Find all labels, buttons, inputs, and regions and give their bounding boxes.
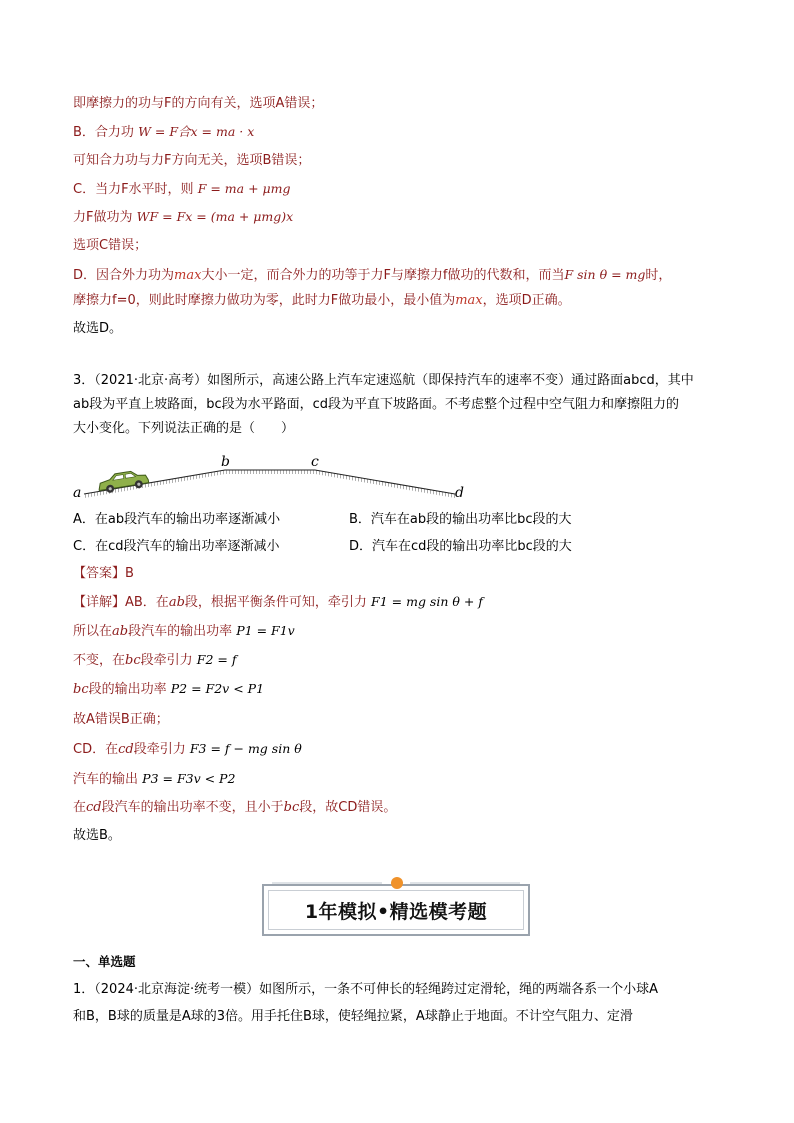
formula: F = ma + μmg: [197, 181, 291, 196]
option-b[interactable]: B．汽车在ab段的输出功率比bc段的大: [349, 512, 572, 527]
solution-text: 大小一定，而合外力的功等于力F与摩擦力f做功的代数和，而当: [201, 268, 565, 283]
detail-text: 段汽车的输出功率: [128, 624, 233, 639]
road-diagram: [70, 452, 470, 504]
detail-text: 汽车的输出: [73, 772, 139, 787]
detail-line-2: [73, 622, 295, 641]
solution-line-d2: [73, 292, 571, 310]
detail-var: bc: [283, 800, 300, 815]
solution-var: max: [174, 268, 202, 283]
label-c: c: [311, 454, 319, 470]
detail-text: 段，故CD错误。: [299, 800, 397, 815]
detail-line-8: [73, 799, 396, 817]
formula: F3 = f − mg sin θ: [189, 741, 302, 756]
formula: W = F合x = ma · x: [138, 124, 255, 139]
detail-line-5: 故A错误B正确；: [73, 712, 169, 727]
detail-var: ab: [112, 624, 129, 639]
detail-text: 所以在: [73, 624, 113, 639]
label-d: d: [455, 485, 464, 501]
detail-text: 段汽车的输出功率不变，且小于: [101, 800, 284, 815]
solution-line-b2: 可知合力功与力F方向无关，选项B错误；: [73, 153, 311, 168]
detail-text: 段牵引力: [133, 742, 186, 757]
banner-dot-icon: [391, 877, 403, 889]
question-3-stem: [73, 369, 723, 441]
question-line: 3．（2021·北京·高考）如图所示，高速公路上汽车定速巡航（即保持汽车的速率不变）通过路面abcd，其中: [73, 373, 694, 388]
option-a[interactable]: A．在ab段汽车的输出功率逐渐减小: [73, 512, 281, 527]
solution-text: B．合力功: [73, 125, 134, 140]
option-c[interactable]: C．在cd段汽车的输出功率逐渐减小: [73, 539, 280, 554]
formula: P3 = F3v < P2: [142, 771, 236, 786]
solution-text: 摩擦力f=0，则此时摩擦力做功为零，此时力F做功最小，最小值为: [73, 293, 456, 308]
detail-text: 段牵引力: [140, 653, 193, 668]
detail-text: CD．在: [73, 742, 119, 757]
detail-line-1: [73, 593, 483, 612]
section-banner: [262, 884, 530, 936]
detail-text: 不变，在: [73, 653, 126, 668]
detail-line-3: [73, 651, 236, 670]
solution-text: D．因合外力功为: [73, 268, 175, 283]
solution-var: max: [455, 293, 483, 308]
solution-text: ，选项D正确。: [482, 293, 571, 308]
detail-text: 在: [73, 800, 87, 815]
solution-line-c3: 选项C错误；: [73, 238, 148, 253]
solution-line-b: [73, 123, 254, 142]
formula: F sin θ = mg: [564, 267, 646, 282]
solution-line-a: 即摩擦力的功与F的方向有关，选项A错误；: [73, 96, 324, 111]
solution-text: C．当力F水平时，则: [73, 182, 194, 197]
solution-text: 时，: [645, 268, 672, 283]
detail-line-6: [73, 740, 302, 759]
detail-var: ab: [168, 595, 185, 610]
solution-line-c: [73, 180, 291, 199]
question-line: 大小变化。下列说法正确的是（ ）: [73, 421, 295, 436]
formula: P2 = F2v < P1: [170, 681, 265, 696]
detail-var: bc: [73, 682, 89, 697]
detail-var: cd: [118, 742, 134, 757]
section-heading: 一、单选题: [73, 954, 136, 969]
detail-text: 段，根据平衡条件可知，牵引力: [184, 595, 367, 610]
detail-text: 段的输出功率: [88, 682, 167, 697]
detail-line-4: [73, 680, 264, 699]
detail-line-7: [73, 770, 235, 789]
question-1-line-1: 1．（2024·北京海淀·统考一模）如图所示，一条不可伸长的轻绳跨过定滑轮，绳的两端各系一个小球A: [73, 982, 659, 997]
formula: F1 = mg sin θ + f: [371, 594, 483, 609]
detail-var: bc: [125, 653, 141, 668]
solution-text: 力F做功为: [73, 210, 133, 225]
banner-title: 1年模拟•精选模考题: [268, 890, 524, 930]
detail-conclusion: 故选B。: [73, 828, 121, 843]
question-1-line-2: 和B，B球的质量是A球的3倍。用手托住B球，使轻绳拉紧，A球静止于地面。不计空气阻力、定滑: [73, 1009, 633, 1024]
option-d[interactable]: D．汽车在cd段的输出功率比bc段的大: [349, 539, 572, 554]
solution-line-c2: [73, 208, 293, 227]
formula: P1 = F1v: [236, 623, 295, 638]
detail-text: 【详解】AB．在: [73, 595, 169, 610]
detail-var: cd: [86, 800, 102, 815]
conclusion-line: 故选D。: [73, 321, 123, 336]
solution-line-d: [73, 266, 671, 285]
answer-label: 【答案】B: [73, 566, 134, 581]
label-b: b: [221, 454, 230, 470]
question-line: ab段为平直上坡路面，bc段为水平路面，cd段为平直下坡路面。不考虑整个过程中空气阻力和摩擦阻力的: [73, 397, 680, 412]
formula: WF = Fx = (ma + μmg)x: [136, 209, 294, 224]
formula: F2 = f: [196, 652, 237, 667]
label-a: a: [73, 485, 82, 501]
